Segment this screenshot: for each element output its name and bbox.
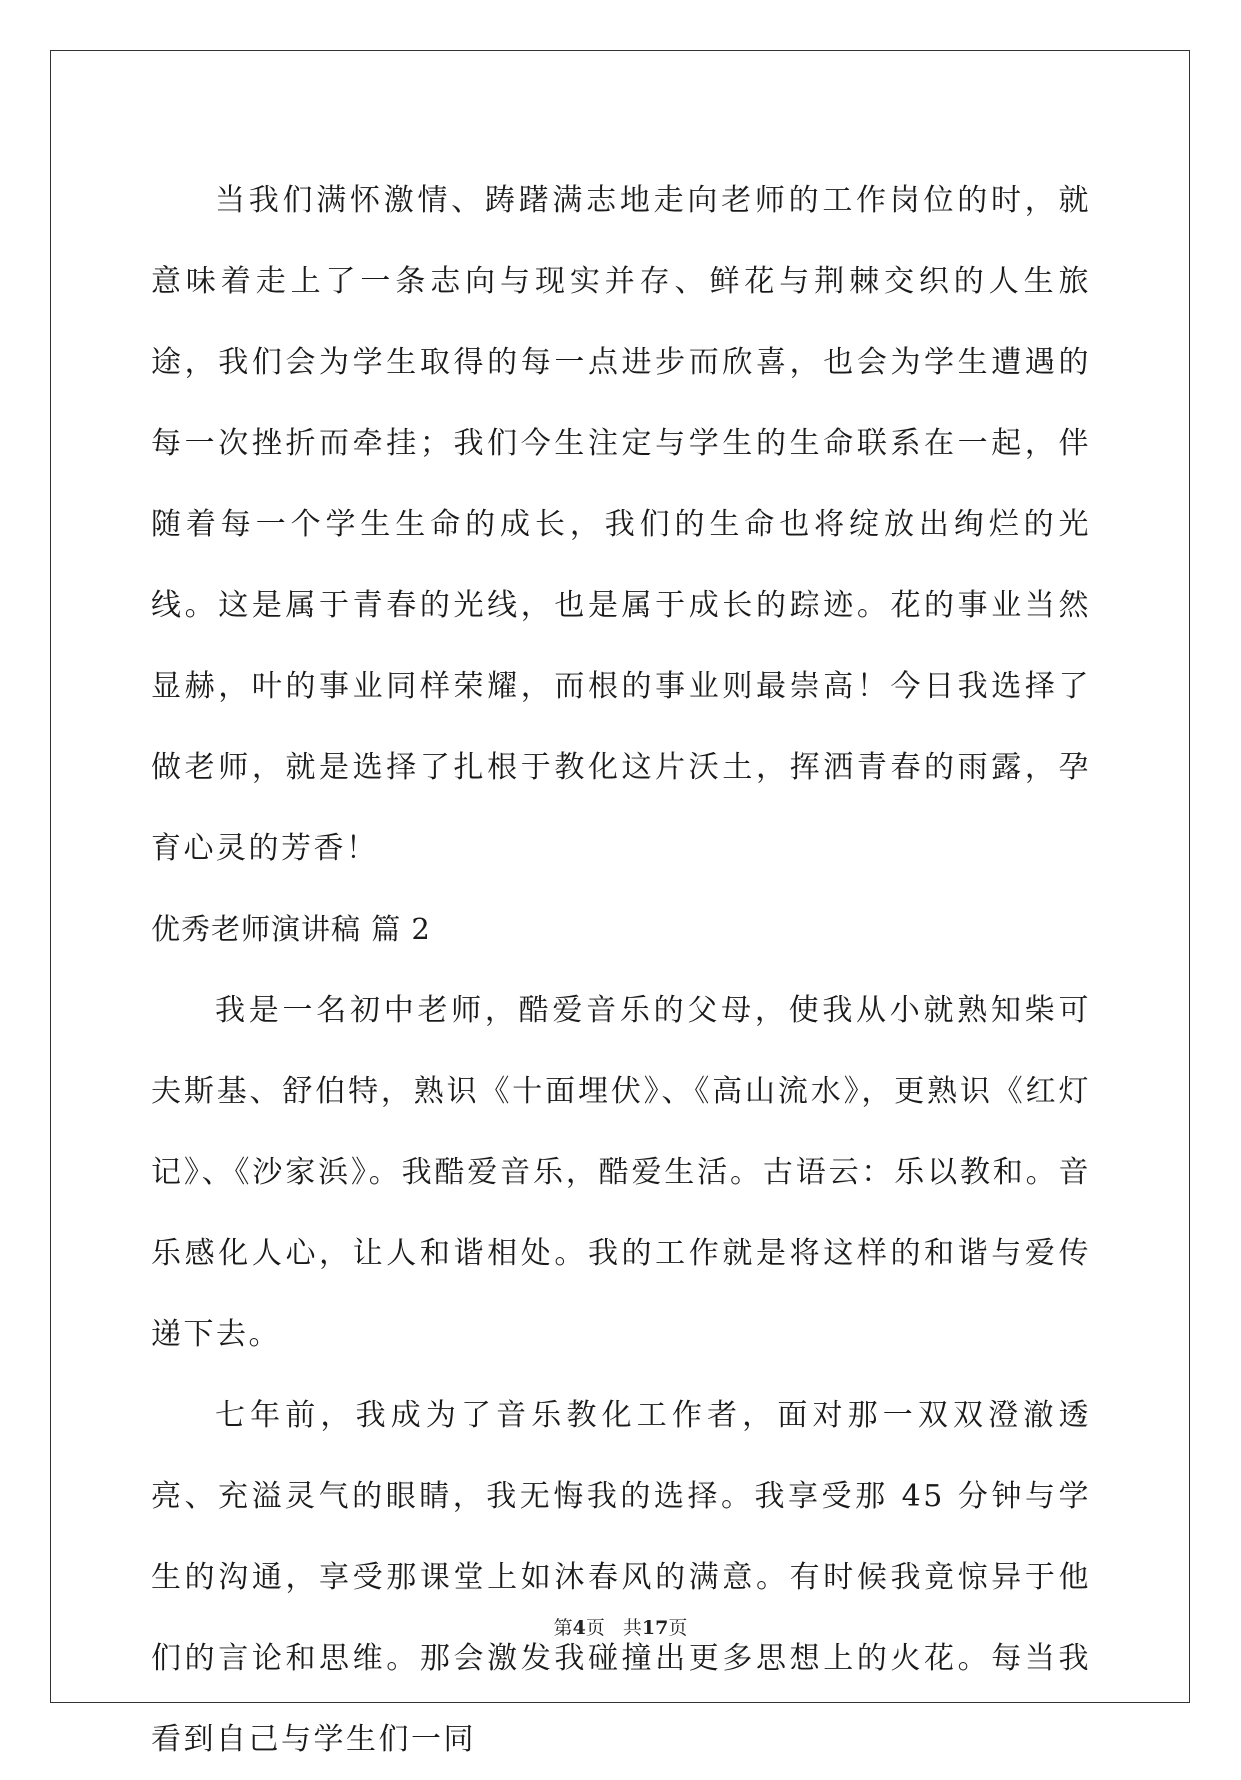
paragraph-music-teacher: 我是一名初中老师，酷爱音乐的父母，使我从小就熟知柴可夫斯基、舒伯特，熟识《十面埋伏》、《高山流水》，更熟识《红灯记》、《沙家浜》。我酷爱音乐，酷爱生活。古语云：乐以教和。音乐感化人心，让人和谐相处。我的工作就是将这样的和谐与爱传递下去。 <box>151 993 1091 1352</box>
page-suffix: 页 <box>585 1617 605 1639</box>
total-pages: 17 <box>641 1617 669 1639</box>
paragraph-seven-years-ago: 七年前，我成为了音乐教化工作者，面对那一双双澄澈透亮、充溢灵气的眼睛，我无悔我的选择。我享受那 45 分钟与学生的沟通，享受那课堂上如沐春风的满意。有时候我竟惊异于他们的言论和思维。那会激发我碰撞出更多思想上的火花。每当我看到自己与学生们一同 <box>151 1398 1091 1757</box>
section-heading: 优秀老师演讲稿 篇 2 <box>151 912 431 946</box>
total-suffix: 页 <box>668 1617 688 1639</box>
paragraph-teacher-career: 当我们满怀激情、踌躇满志地走向老师的工作岗位的时，就意味着走上了一条志向与现实并存、鲜花与荆棘交织的人生旅途，我们会为学生取得的每一点进步而欣喜，也会为学生遭遇的每一次挫折而牵挂；我们今生注定与学生的生命联系在一起，伴随着每一个学生生命的成长，我们的生命也将绽放出绚烂的光线。这是属于青春的光线，也是属于成长的踪迹。花的事业当然显赫，叶的事业同样荣耀，而根的事业则最崇高！今日我选择了做老师，就是选择了扎根于教化这片沃土，挥洒青春的雨露，孕育心灵的芳香！ <box>151 183 1091 866</box>
document-body <box>151 160 1091 1780</box>
page-prefix: 第 <box>553 1617 573 1639</box>
total-prefix: 共 <box>622 1617 642 1639</box>
page-number: 4 <box>572 1617 586 1639</box>
page-footer <box>0 1613 1241 1640</box>
